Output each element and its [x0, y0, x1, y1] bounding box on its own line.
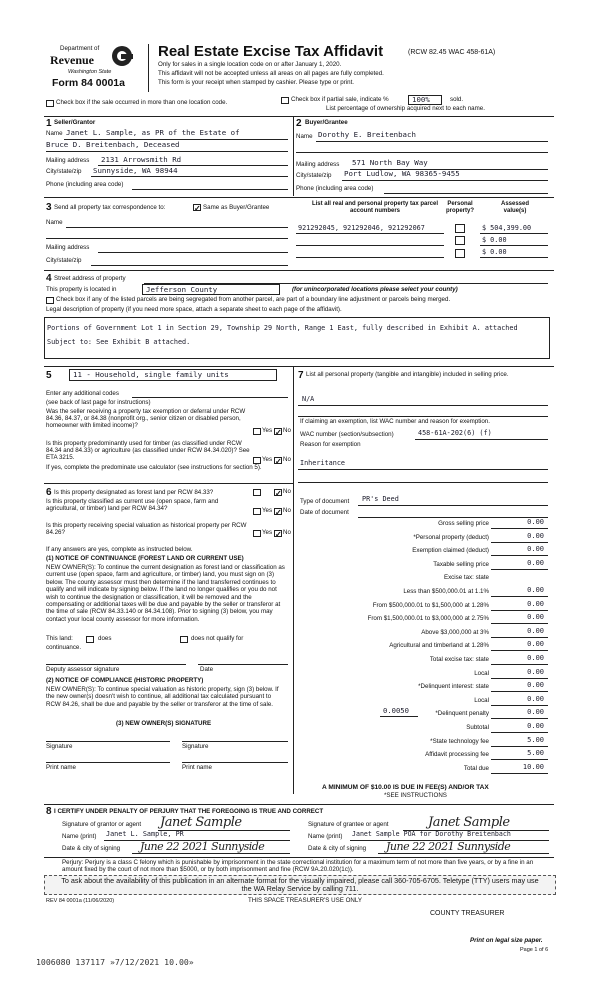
tax-row-line — [491, 759, 548, 760]
additional-codes-label: Enter any additional codes — [46, 390, 119, 397]
form-citation: (RCW 82.45 WAC 458-61A) — [408, 49, 496, 56]
tax-row-label: Local — [474, 696, 489, 704]
accessibility-text: To ask about the availability of this publication in an alternate format for the visually impaired, please call 360-705-6705. Teletype (TTY) users may use the WA Relay Service by calling 711. — [61, 876, 539, 893]
parcel-numbers[interactable]: 921292045, 921292046, 921292067 — [298, 224, 425, 232]
header-note2: This affidavit will not be accepted unless all areas on all pages are fully completed. — [158, 70, 384, 77]
q-current-use: Is this property classified as current use (open space, farm and agricultural, or timber) land per RCW 84.34? — [46, 498, 219, 512]
col-divider-lower — [293, 366, 294, 794]
multi-location-checkbox[interactable] — [46, 100, 54, 107]
header-divider — [148, 44, 149, 92]
assessed-line3 — [480, 257, 548, 258]
exemption-label: If claiming an exemption, list WAC number and reason for exemption. — [300, 418, 490, 425]
grantor-date-line — [132, 853, 290, 854]
buyer-city-line — [342, 180, 548, 181]
q-historic-no-label: No — [283, 529, 291, 536]
q-historic-yes-label: Yes — [262, 529, 273, 536]
tax-row-label: *Delinquent interest: state — [418, 683, 489, 691]
legal-paper-note: Print on legal size paper. — [470, 937, 543, 944]
tax-row-label: Taxable selling price — [433, 560, 489, 568]
check-icon: ✓ — [275, 428, 282, 437]
personal-col-header: Personal property? — [445, 201, 474, 214]
buyer-name-line2 — [296, 152, 548, 153]
buyer-name-label: Name — [296, 133, 313, 140]
land-does-not-label: does not qualify for — [191, 635, 244, 642]
grantor-sig-label: Signature of grantor or agent — [62, 821, 142, 828]
header-rule — [44, 116, 554, 117]
grantee-sig-label: Signature of grantee or agent — [308, 821, 389, 828]
unincorporated-note: (for unincorporated locations please select your county) — [292, 286, 458, 293]
sold-label: sold. — [450, 96, 464, 103]
q-timber-yes[interactable] — [253, 457, 261, 464]
q-forest-yes[interactable] — [253, 489, 261, 496]
tax-row-line — [491, 678, 548, 679]
q-forest-no[interactable] — [274, 489, 282, 496]
tax-row-label: Total due — [463, 764, 489, 772]
tax-row-value[interactable]: 0.00 — [527, 694, 544, 703]
q-timber-yes-label: Yes — [262, 456, 273, 463]
same-as-label: Same as Buyer/Grantee — [203, 204, 270, 211]
tax-row-label: Above $3,000,000 at 3% — [421, 628, 489, 636]
tax-row-label: Affidavit processing fee — [425, 751, 489, 759]
doc-type-line — [358, 505, 548, 506]
buyer-phone-line — [384, 193, 548, 194]
personal-property-checkbox-3[interactable] — [455, 249, 465, 258]
owner-print-line1 — [46, 762, 170, 763]
tax-row-line — [491, 664, 548, 665]
tax-row-value[interactable]: 0.00 — [527, 531, 544, 540]
local-rate-line — [380, 716, 418, 717]
if-yes-note: If any answers are yes, complete as instructed below. — [46, 546, 193, 553]
buyer-heading: Buyer/Grantee — [305, 119, 348, 126]
section5-num: 5 — [46, 370, 52, 381]
seller-mailing-label: Mailing address — [46, 157, 90, 164]
tax-row-value[interactable]: 0.00 — [527, 640, 544, 649]
new-owner-sig-heading: (3) NEW OWNER(S) SIGNATURE — [116, 720, 212, 727]
tax-row-value[interactable]: 0.00 — [527, 518, 544, 526]
recording-stamp: 1006080 137117 »7/12/2021 10.00» — [36, 957, 194, 967]
tax-row-label: Subtotal — [466, 724, 489, 731]
this-land-label: This land: — [46, 635, 73, 642]
buyer-mailing-label: Mailing address — [296, 161, 340, 168]
tax-row-value[interactable]: 0.00 — [527, 667, 544, 676]
grantee-date-line — [378, 853, 549, 854]
owner-sig-line2 — [182, 741, 288, 742]
tax-row-value[interactable]: 0.00 — [527, 586, 544, 594]
tax-row-value[interactable]: 0.00 — [527, 708, 544, 717]
treasurer-space: THIS SPACE TREASURER'S USE ONLY — [248, 897, 362, 904]
parcel-line1 — [296, 233, 444, 234]
section7-num: 7 — [298, 370, 304, 381]
tax-row-line — [491, 773, 548, 774]
perjury-text: Perjury: Perjury is a class C felony which is punishable by imprisonment in the state correctional institution for a maximum term of not more than five years, or by a fine in an amount fixed by the court of not more than $5000, or by both imprisonment and fine (RCW 9A.20.020(1c)). — [62, 859, 534, 874]
tax-row-line — [491, 596, 548, 597]
q-historic-yes[interactable] — [253, 530, 261, 537]
deputy-sig-line — [46, 664, 186, 665]
rule-after-12 — [44, 197, 554, 198]
corr-mailing-line — [98, 252, 288, 253]
q-timber-no-label: No — [283, 456, 291, 463]
grantor-signature[interactable]: Janet Sample — [160, 815, 242, 830]
partial-sale-label: Check box if partial sale, indicate % — [291, 96, 389, 103]
grantor-date-label: Date & city of signing — [62, 845, 121, 852]
continuance-label: continuance. — [46, 644, 82, 651]
q-exemption-no[interactable] — [274, 428, 282, 435]
parcel-line3 — [296, 257, 444, 258]
dept-line1: Department of — [60, 45, 100, 52]
tax-row-value[interactable]: 0.00 — [527, 558, 544, 567]
personal-property-label: List all personal property (tangible and intangible) included in selling price. — [306, 371, 509, 378]
see-back-label: (see back of last page for instructions) — [46, 399, 151, 406]
grantee-name-value[interactable]: Janet Sample POA for Dorothy Breitenbach — [352, 830, 511, 838]
continuance-heading: (1) NOTICE OF CONTINUANCE (FOREST LAND OR CURRENT USE) — [46, 555, 244, 562]
tax-row-label: Exemption claimed (deduct) — [412, 547, 489, 555]
use-code-value: 11 - Household, single family units — [73, 370, 229, 379]
reason-label: Reason for exemption — [300, 441, 361, 448]
reason-line2 — [298, 482, 548, 483]
grantor-name-label: Name (print) — [62, 833, 97, 840]
rule-after-3 — [44, 270, 554, 271]
rule-before-perjury — [44, 857, 554, 858]
segregated-checkbox[interactable] — [46, 297, 54, 304]
tax-row-value[interactable]: 0.00 — [527, 722, 544, 730]
tax-row-label: *Personal property (deduct) — [413, 533, 489, 541]
buyer-name-line — [316, 141, 548, 142]
tax-row-line — [491, 610, 548, 611]
check-icon: ✓ — [275, 489, 282, 498]
rev-line: REV 84 0001a (11/06/2020) — [46, 898, 115, 904]
grantee-date-value[interactable]: June 22 2021 Sunnyside — [386, 840, 511, 853]
seller-city-label: City/state/zip — [46, 168, 82, 175]
personal-property-line1 — [298, 405, 548, 406]
seller-city-line — [91, 176, 288, 177]
tax-row-value[interactable]: 10.00 — [522, 762, 544, 771]
tax-row-value[interactable]: 0.00 — [527, 654, 544, 662]
land-does-not-checkbox[interactable] — [180, 636, 188, 643]
corr-mailing-label: Mailing address — [46, 244, 90, 251]
compliance-heading: (2) NOTICE OF COMPLIANCE (HISTORIC PROPERTY) — [46, 677, 204, 684]
section8-num: 8 — [46, 806, 52, 817]
seller-phone-line — [132, 189, 288, 190]
reason-line1 — [298, 469, 548, 470]
located-in-label: This property is located in — [46, 286, 117, 293]
dor-logo-icon — [112, 46, 132, 66]
header-note3: This form is your receipt when stamped by cashier. Please type or print. — [158, 79, 355, 86]
assessed-value-2[interactable]: $ 0.00 — [482, 236, 507, 244]
tax-row-line — [491, 650, 548, 651]
col-divider-12 — [293, 116, 294, 196]
doc-type-value[interactable]: PR's Deed — [362, 495, 399, 503]
assessed-col-header: Assessed value(s) — [500, 201, 530, 214]
tax-row-value[interactable]: 0.00 — [527, 613, 544, 622]
tax-row-line — [491, 691, 548, 692]
page-number: Page 1 of 6 — [520, 947, 549, 953]
grantee-date-label: Date & city of signing — [308, 845, 367, 852]
tax-row-label: Excise tax: state — [443, 574, 489, 582]
dor-logo-block — [50, 42, 140, 97]
assessed-line1 — [480, 233, 548, 234]
doc-type-label: Type of document — [300, 498, 350, 505]
list-pct-note: List percentage of ownership acquired next to each name. — [326, 105, 485, 112]
tax-row-value[interactable]: 5.00 — [527, 735, 544, 744]
dept-line2: Revenue — [50, 53, 94, 67]
tax-row-label: Gross selling price — [438, 520, 489, 527]
compliance-text: NEW OWNER(S): To continue special valuation as historic property, sign (3) below. If the new owner(s) doesn't wish to continue, all additional tax calculated pursuant to RCW 84.26, shall be due and payable by the seller or transferor at the time of sale. — [46, 686, 279, 708]
tax-row-label: Total excise tax: state — [429, 656, 489, 663]
tax-row-label: *Delinquent penalty — [435, 710, 489, 718]
personal-property-checkbox-2[interactable] — [455, 236, 465, 245]
reason-value[interactable]: Inheritance — [300, 459, 346, 467]
owner-print-line2 — [182, 762, 288, 763]
tax-row-label: Agricultural and timberland at 1.28% — [389, 642, 489, 650]
tax-row-value[interactable]: 0.00 — [527, 681, 544, 690]
form-title: Real Estate Excise Tax Affidavit — [158, 43, 384, 60]
tax-row-label: From $500,000.01 to $1,500,000 at 1.28% — [372, 601, 489, 609]
section2-num: 2 — [296, 118, 302, 129]
parcel-line2 — [296, 245, 444, 246]
q-forest-no-label: No — [283, 488, 291, 495]
tax-row-value[interactable]: 5.00 — [527, 749, 544, 758]
corr-city-label: City/state/zip — [46, 257, 82, 264]
corr-name-label: Name — [46, 219, 63, 226]
q-historic-no[interactable] — [274, 530, 282, 537]
seller-name-line2 — [46, 151, 288, 152]
partial-sale-checkbox[interactable] — [281, 97, 289, 104]
q-current-use-yes-label: Yes — [262, 507, 273, 514]
grantee-name-label: Name (print) — [308, 833, 343, 840]
rule-after-4 — [44, 366, 554, 367]
county-treasurer: COUNTY TREASURER — [430, 910, 505, 917]
owner-sig-label2: Signature — [182, 743, 209, 750]
wac-line — [415, 439, 548, 440]
tax-row-line — [491, 718, 548, 719]
grantee-signature[interactable]: Janet Sample — [428, 815, 510, 830]
seller-name-label: Name — [46, 130, 63, 137]
tax-row-label: Less than $500,000.01 at 1.1% — [403, 588, 489, 595]
tax-row-line — [491, 542, 548, 543]
buyer-mailing-value[interactable]: 571 North Bay Way — [352, 158, 428, 167]
q-timber-no[interactable] — [274, 457, 282, 464]
seller-name-value2[interactable]: Bruce D. Breitenbach, Deceased — [46, 140, 180, 149]
check-icon: ✓ — [275, 530, 282, 539]
doc-date-line — [358, 517, 548, 518]
owner-print-label2: Print name — [182, 764, 212, 771]
buyer-name-value[interactable]: Dorothy E. Breitenbach — [318, 130, 416, 139]
land-does-checkbox[interactable] — [86, 636, 94, 643]
corr-name-line — [66, 227, 288, 228]
tax-row-label: *State technology fee — [430, 737, 489, 745]
wac-label: WAC number (section/subsection) — [300, 431, 394, 438]
owner-print-label1: Print name — [46, 764, 76, 771]
section1-num: 1 — [46, 118, 52, 129]
q-current-use-yes[interactable] — [253, 508, 261, 515]
personal-property-value[interactable]: N/A — [302, 395, 315, 403]
corr-name-line2 — [46, 238, 288, 239]
tax-row-line — [491, 637, 548, 638]
tax-row-label: From $1,500,000.01 to $3,000,000 at 2.75% — [367, 615, 489, 623]
q-timber: Is this property predominantly used for timber (as classified under RCW 84.34 and 84.33) or agriculture (as classified under RCW 84.34.020)? See ETA 3215. — [46, 440, 250, 461]
header-note1: Only for sales in a single location code on or after January 1, 2020. — [158, 61, 342, 68]
street-label: Street address of property — [54, 275, 126, 282]
form-number: Form 84 0001a — [52, 77, 125, 89]
q-exemption: Was the seller receiving a property tax exemption or deferral under RCW 84.36, 84.37, or 84.38 (nonprofit org., senior citizen or disabled person, homeowner with limited income)? — [46, 408, 246, 429]
tax-row-line — [491, 623, 548, 624]
assessed-value-3[interactable]: $ 0.00 — [482, 248, 507, 256]
check-icon: ✓ — [275, 457, 282, 466]
owner-sig-line1 — [46, 741, 170, 742]
county-value: Jefferson County — [146, 285, 218, 294]
legal-desc-value: Portions of Government Lot 1 in Section 29, Township 29 North, Range 1 East, fully described in Exhibit A. attached Subject to: See Exhibit B attached. — [47, 324, 518, 346]
personal-property-line2 — [298, 416, 548, 417]
tax-row-line — [491, 569, 548, 570]
check-icon: ✓ — [275, 508, 282, 517]
owner-sig-label1: Signature — [46, 743, 73, 750]
q-exemption-yes-label: Yes — [262, 427, 273, 434]
grantor-date-value[interactable]: June 22 2021 Sunnyside — [140, 840, 265, 853]
rule-after-5 — [44, 483, 293, 484]
seller-city-value[interactable]: Sunnyside, WA 98944 — [93, 166, 178, 175]
see-instructions-note: *SEE INSTRUCTIONS — [384, 792, 447, 799]
tax-row-line — [491, 732, 548, 733]
assessed-value-1[interactable]: $ 504,399.00 — [482, 224, 532, 232]
correspondence-label: Send all property tax correspondence to: — [54, 204, 166, 211]
tax-row-line — [491, 746, 548, 747]
tax-row-line — [491, 555, 548, 556]
q-exemption-yes[interactable] — [253, 428, 261, 435]
parcel-col-header: List all real and personal property tax parcel account numbers — [311, 201, 439, 214]
same-as-check-icon: ✓ — [194, 204, 201, 213]
section3-num: 3 — [46, 202, 52, 213]
q-exemption-no-label: No — [283, 427, 291, 434]
seller-phone-label: Phone (including area code) — [46, 181, 124, 188]
section4-num: 4 — [46, 273, 52, 284]
buyer-city-value[interactable]: Port Ludlow, WA 98365-9455 — [344, 169, 460, 178]
tax-row-line — [491, 705, 548, 706]
seller-mailing-value[interactable]: 2131 Arrowsmith Rd — [101, 155, 182, 164]
seller-name-value[interactable]: Janet L. Sample, as PR of the Estate of — [66, 128, 240, 137]
buyer-city-label: City/state/zip — [296, 172, 332, 179]
multi-location-label: Check box if the sale occurred in more than one location code. — [56, 99, 228, 106]
wac-value[interactable]: 458-61A-202(6) (f) — [418, 429, 492, 437]
tax-row-value[interactable]: 0.00 — [527, 545, 544, 554]
q-timber-note: If yes, complete the predominate use calculator (see instructions for section 5). — [46, 464, 262, 471]
q-current-use-no[interactable] — [274, 508, 282, 515]
deputy-date-label: Date — [200, 666, 214, 673]
tax-row-line — [491, 528, 548, 529]
personal-property-checkbox-1[interactable] — [455, 224, 465, 233]
partial-pct-value: 100% — [412, 95, 430, 104]
rule-before-8 — [44, 804, 554, 805]
assessed-line2 — [480, 245, 548, 246]
tax-row-value[interactable]: 0.00 — [527, 626, 544, 635]
additional-codes-line — [132, 397, 288, 398]
buyer-phone-label: Phone (including area code) — [296, 185, 374, 192]
segregated-label: Check box if any of the listed parcels are being segregated from another parcel, are part of a boundary line adjustment or parcels being merged. — [56, 296, 451, 303]
deputy-date-line — [198, 664, 288, 665]
deputy-sig-label: Deputy assessor signature — [46, 666, 120, 673]
tax-row-value[interactable]: 0.00 — [527, 599, 544, 608]
seller-heading: Seller/Grantor — [54, 119, 96, 126]
q-historic: Is this property receiving special valuation as historical property per RCW 84.26? — [46, 522, 247, 536]
minimum-note: A MINIMUM OF $10.00 IS DUE IN FEE(S) AND/OR TAX — [322, 784, 489, 791]
doc-date-label: Date of document — [300, 509, 349, 516]
land-does-label: does — [98, 635, 112, 642]
q-forest: Is this property designated as forest land per RCW 84.33? — [54, 489, 214, 496]
grantor-name-value[interactable]: Janet L. Sample, PR — [106, 830, 184, 838]
q-current-use-no-label: No — [283, 507, 291, 514]
dept-line3: Washington State — [68, 69, 112, 75]
continuance-text: NEW OWNER(S): To continue the current designation as forest land or classification as current use (open space, farm and agriculture, or timber) land, you must sign on (3) below. The county assessor must then determine if the land transferred continues to qualify and will indicate by signing below. If the land no longer qualifies or you do not wish to continue the designation or classification, it will be removed and the compensating or additional taxes will be due and payable by the seller or transferor at the time of sale (RCW 84.33.140 or 84.34.108). Prior to signing (3) below, you may contact your local county assessor for more information. — [46, 564, 285, 623]
certify-heading: I CERTIFY UNDER PENALTY OF PERJURY THAT THE FOREGOING IS TRUE AND CORRECT — [54, 808, 324, 815]
section6-num: 6 — [46, 487, 52, 498]
corr-city-line — [91, 265, 288, 266]
same-as-buyer-checkbox[interactable] — [193, 204, 201, 211]
local-rate-value[interactable]: 0.0050 — [383, 706, 409, 715]
tax-row-label: Local — [474, 669, 489, 677]
legal-desc-label: Legal description of property (if you need more space, attach a separate sheet to each page of the affidavit). — [46, 306, 342, 313]
